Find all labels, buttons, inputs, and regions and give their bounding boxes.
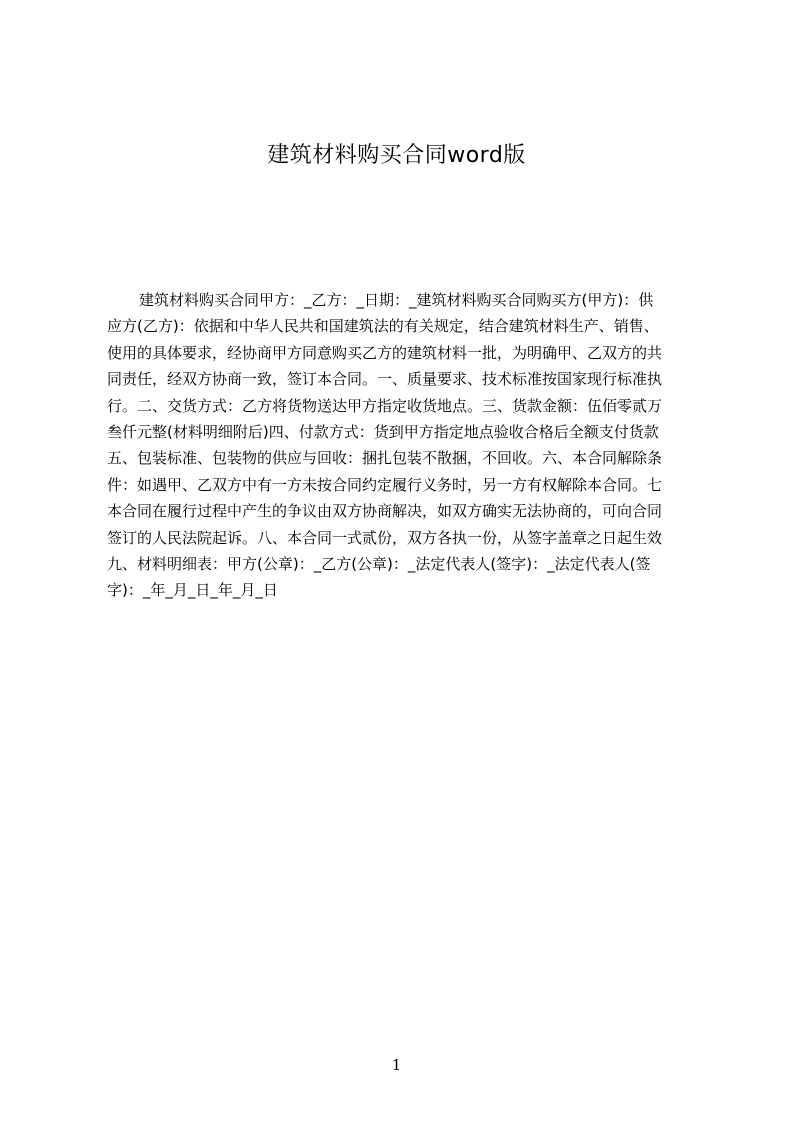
body-line: 九、材料明细表：甲方(公章)：_乙方(公章)：_法定代表人(签字)：_法定代表人(签 [107, 554, 651, 573]
body-line: 五、包装标准、包装物的供应与回收：捆扎包装不散捆，不回收。六、本合同解除条 [107, 449, 663, 468]
body-line: 建筑材料购买合同甲方：_乙方：_日期：_建筑材料购买合同购买方(甲方)：供 [139, 291, 654, 309]
body-line: 字)：_年_月_日_年_月_日 [107, 581, 278, 600]
page-number: 1 [391, 1056, 402, 1074]
body-line: 件：如遇甲、乙双方中有一方未按合同约定履行义务时，另一方有权解除本合同。七 [107, 475, 663, 494]
body-line: 本合同在履行过程中产生的争议由双方协商解决，如双方确实无法协商的，可向合同 [107, 502, 663, 521]
body-line: 叁仟元整(材料明细附后)四、付款方式：货到甲方指定地点验收合格后全额支付货款 [107, 422, 659, 441]
body-line: 使用的具体要求，经协商甲方同意购买乙方的建筑材料一批，为明确甲、乙双方的共 [107, 343, 663, 362]
page-title: 建筑材料购买合同word版 [267, 143, 526, 168]
body-line: 行。二、交货方式：乙方将货物送达甲方指定收货地点。三、货款金额：伍佰零贰万 [107, 396, 663, 415]
body-line: 签订的人民法院起诉。八、本合同一式贰份，双方各执一份，从签字盖章之日起生效 [107, 528, 663, 547]
body-line: 应方(乙方)：依据和中华人民共和国建筑法的有关规定，结合建筑材料生产、销售、 [107, 317, 659, 336]
body-line: 同责任，经双方协商一致，签订本合同。一、质量要求、技术标准按国家现行标准执 [107, 370, 663, 389]
contract-body [107, 287, 699, 604]
